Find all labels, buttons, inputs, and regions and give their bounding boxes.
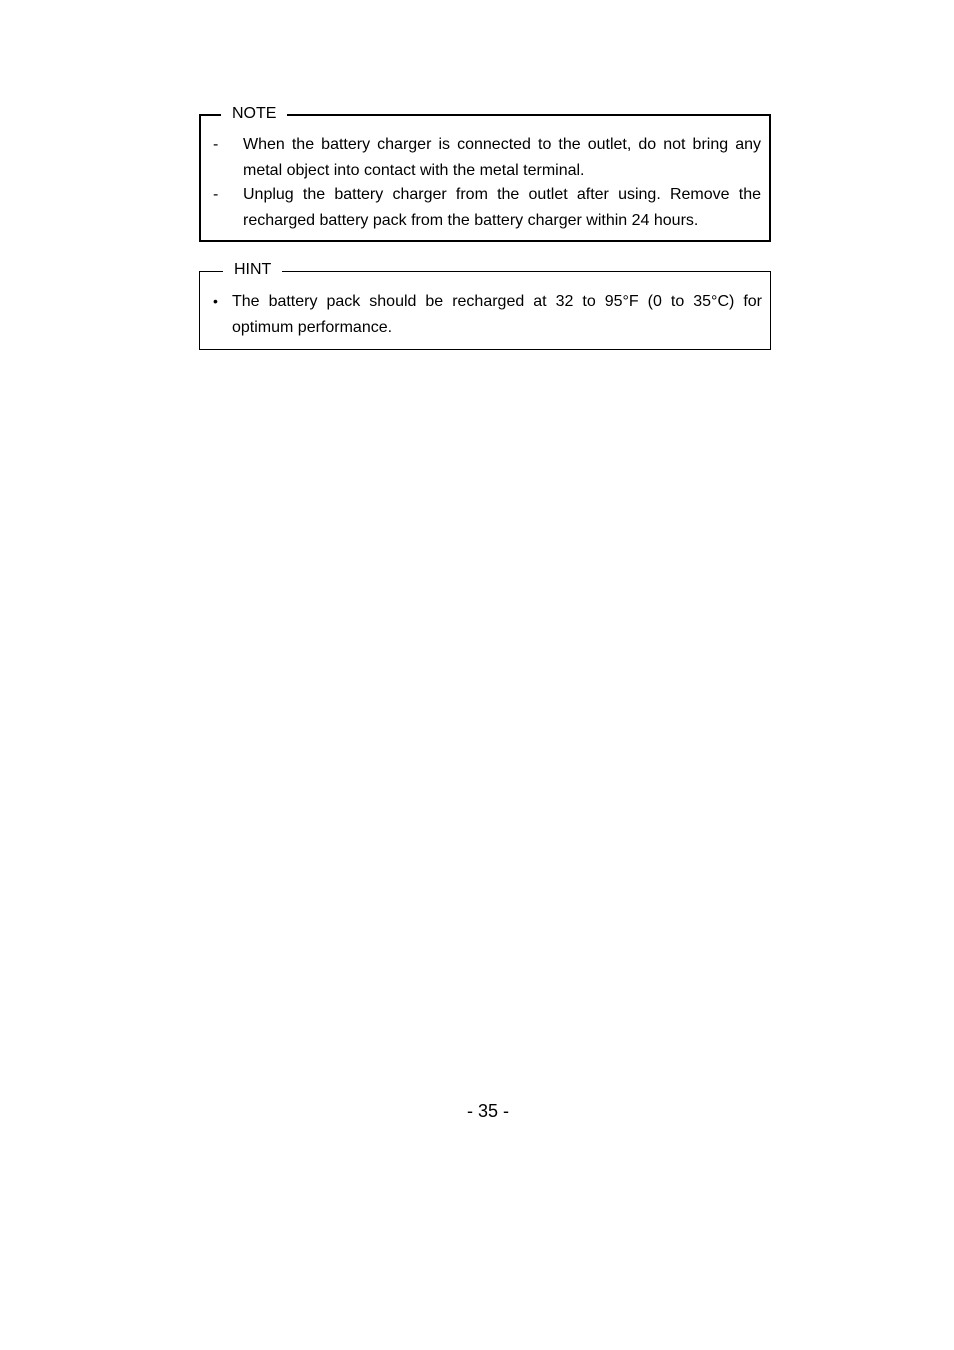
note-item: [213, 182, 761, 233]
page-number: - 35 -: [466, 1101, 509, 1121]
note-box: [199, 105, 771, 242]
hint-box: [199, 261, 771, 350]
dash-bullet: -: [213, 136, 219, 153]
hint-title: HINT: [223, 260, 282, 280]
note-title: NOTE: [221, 104, 287, 124]
note-item-text: Unplug the battery charger from the outlet after using. Remove the recharged battery pack from the battery charger within 24 hours.: [243, 186, 761, 229]
note-item-text: When the battery charger is connected to the outlet, do not bring any metal object into contact with the metal terminal.: [243, 136, 761, 179]
dash-bullet: -: [213, 186, 219, 203]
hint-item: [213, 289, 762, 340]
bullet-icon: •: [213, 293, 218, 309]
hint-item-text: The battery pack should be recharged at 32 to 95°F (0 to 35°C) for optimum performance.: [232, 293, 762, 336]
note-item: [213, 132, 761, 183]
